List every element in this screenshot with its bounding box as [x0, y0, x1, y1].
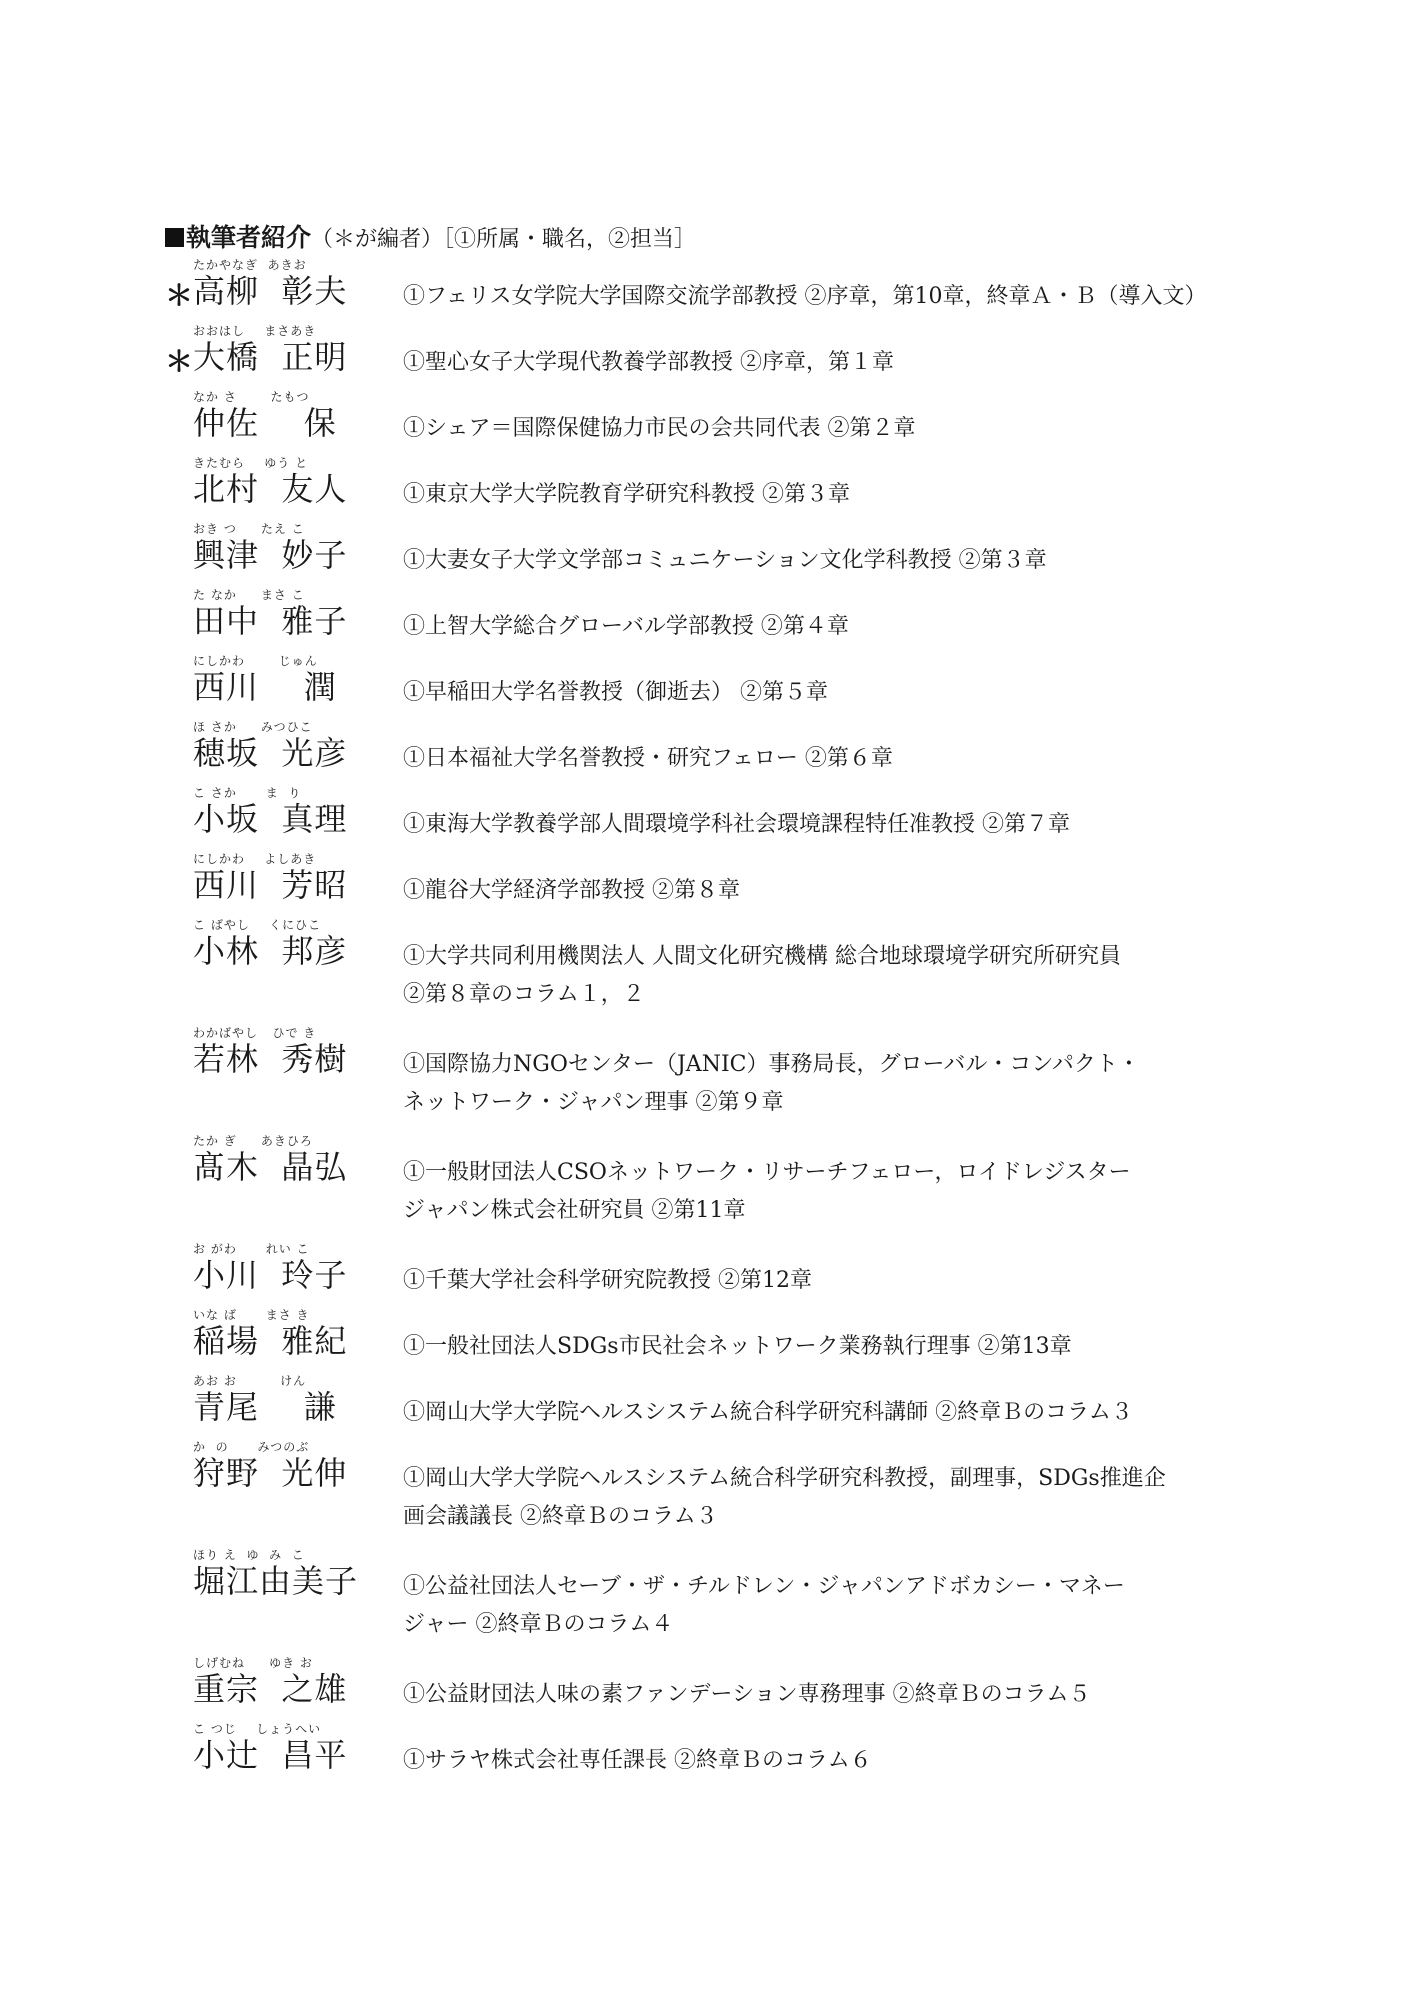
contributor-name-block — [193, 654, 423, 706]
black-square-icon — [165, 228, 184, 247]
description-line: ①大学共同利用機関法人 人間文化研究機構 総合地球環境学研究所研究員 — [403, 944, 1121, 969]
contributor-description — [403, 1328, 1248, 1366]
contributor-description — [403, 410, 1248, 448]
name-reading: きたむら ゆう と — [193, 456, 309, 470]
description-line: ①上智大学総合グローバル学部教授 ②第４章 — [403, 614, 849, 639]
contributor-name: 若林 秀樹 — [193, 1040, 348, 1078]
contributor-entry — [165, 1308, 1245, 1374]
contributor-name-block — [193, 324, 423, 376]
description-line: ①東海大学教養学部人間環境学科社会環境課程特任准教授 ②第７章 — [403, 812, 1070, 837]
contributor-name: 西川 潤 — [193, 668, 337, 706]
contributor-description — [403, 1568, 1248, 1644]
contributor-name: 青尾 謙 — [193, 1388, 337, 1426]
contributor-description — [403, 476, 1248, 514]
contributor-list — [165, 258, 1245, 1788]
contributor-name-block — [193, 1548, 423, 1600]
contributor-name: 北村 友人 — [193, 470, 348, 508]
contributor-description — [403, 344, 1248, 382]
contributor-description — [403, 1154, 1248, 1230]
contributor-name-block — [193, 456, 423, 508]
section-heading — [165, 218, 696, 254]
contributor-name: 興津 妙子 — [193, 536, 348, 574]
contributor-entry — [165, 1374, 1245, 1440]
contributor-entry — [165, 390, 1245, 456]
contributor-name: 小川 玲子 — [193, 1256, 348, 1294]
contributor-entry — [165, 1656, 1245, 1722]
contributor-name: 仲佐 保 — [193, 404, 337, 442]
contributor-entry — [165, 522, 1245, 588]
name-reading: わかばやし ひで き — [193, 1026, 317, 1040]
contributor-name-block — [193, 1026, 423, 1078]
name-reading: こ ばやし くにひこ — [193, 918, 322, 932]
description-line: ジャー ②終章Ｂのコラム４ — [403, 1612, 674, 1637]
contributor-description — [403, 1394, 1248, 1432]
contributor-name: 高柳 彰夫 — [193, 272, 348, 310]
contributor-name: 小林 邦彦 — [193, 932, 348, 970]
description-line: ①一般社団法人SDGs市民社会ネットワーク業務執行理事 ②第13章 — [403, 1334, 1072, 1359]
name-reading: しげむね ゆき お — [193, 1656, 313, 1670]
description-line: ②第８章のコラム１，２ — [403, 982, 645, 1007]
contributor-name: 大橋 正明 — [193, 338, 348, 376]
description-line: ①大妻女子大学文学部コミュニケーション文化学科教授 ②第３章 — [403, 548, 1047, 573]
contributor-entry — [165, 588, 1245, 654]
contributor-entry — [165, 786, 1245, 852]
name-reading: あお お けん — [193, 1374, 307, 1388]
contributor-description — [403, 674, 1248, 712]
contributor-description — [403, 872, 1248, 910]
name-reading: なか さ たもつ — [193, 390, 310, 404]
editor-marker: ＊ — [165, 279, 194, 312]
contributor-description — [403, 1676, 1248, 1714]
description-line: ①一般財団法人CSOネットワーク・リサーチフェロー，ロイドレジスター — [403, 1160, 1131, 1185]
contributor-name-block — [193, 1134, 423, 1186]
contributor-entry — [165, 456, 1245, 522]
contributor-name: 田中 雅子 — [193, 602, 348, 640]
description-line: ①国際協力NGOセンター（JANIC）事務局長，グローバル・コンパクト・ — [403, 1052, 1140, 1077]
heading-note: （＊が編者）［①所属・職名，②担当］ — [311, 227, 697, 252]
contributor-entry — [165, 1440, 1245, 1548]
name-reading: お がわ れい こ — [193, 1242, 310, 1256]
name-reading: にしかわ よしあき — [193, 852, 317, 866]
contributor-description — [403, 608, 1248, 646]
contributor-entry — [165, 1242, 1245, 1308]
contributor-name-block — [193, 390, 423, 442]
contributor-entry — [165, 324, 1245, 390]
name-reading: た なか まさ こ — [193, 588, 305, 602]
name-reading: おき つ たえ こ — [193, 522, 305, 536]
contributor-entry — [165, 654, 1245, 720]
name-reading: たか ぎ あきひろ — [193, 1134, 313, 1148]
name-reading: たかやなぎ あきお — [193, 258, 307, 272]
contributor-entry — [165, 1722, 1245, 1788]
description-line: ①聖心女子大学現代教養学部教授 ②序章，第１章 — [403, 350, 894, 375]
name-reading: こ つじ しょうへい — [193, 1722, 322, 1736]
contributor-entry — [165, 1026, 1245, 1134]
contributor-description — [403, 1460, 1248, 1536]
contributor-name: 西川 芳昭 — [193, 866, 348, 904]
description-line: ①龍谷大学経済学部教授 ②第８章 — [403, 878, 740, 903]
description-line: ネットワーク・ジャパン理事 ②第９章 — [403, 1090, 784, 1115]
description-line: 画会議議長 ②終章Ｂのコラム３ — [403, 1504, 718, 1529]
contributor-entry — [165, 1134, 1245, 1242]
contributor-description — [403, 740, 1248, 778]
description-line: ①フェリス女学院大学国際交流学部教授 ②序章，第10章，終章Ａ・Ｂ（導入文） — [403, 284, 1207, 309]
contributor-name-block — [193, 588, 423, 640]
contributor-name: 稲場 雅紀 — [193, 1322, 348, 1360]
name-reading: か の みつのぶ — [193, 1440, 310, 1454]
description-line: ①公益社団法人セーブ・ザ・チルドレン・ジャパンアドボカシー・マネー — [403, 1574, 1125, 1599]
description-line: ①岡山大学大学院ヘルスシステム統合科学研究科講師 ②終章Ｂのコラム３ — [403, 1400, 1133, 1425]
name-reading: にしかわ じゅん — [193, 654, 318, 668]
contributor-description — [403, 278, 1248, 316]
contributor-name-block — [193, 1656, 423, 1708]
editor-marker: ＊ — [165, 345, 194, 378]
contributor-name: 堀江由美子 — [193, 1562, 359, 1600]
contributor-name-block — [193, 1374, 423, 1426]
name-reading: ほり え ゆ み こ — [193, 1548, 305, 1562]
description-line: ①東京大学大学院教育学研究科教授 ②第３章 — [403, 482, 850, 507]
contributor-name: 小坂 真理 — [193, 800, 348, 838]
contributor-entry — [165, 918, 1245, 1026]
contributor-name-block — [193, 522, 423, 574]
contributor-name: 重宗 之雄 — [193, 1670, 348, 1708]
description-line: ①サラヤ株式会社専任課長 ②終章Ｂのコラム６ — [403, 1748, 872, 1773]
contributor-name-block — [193, 258, 423, 310]
heading-title: 執筆者紹介 — [186, 223, 312, 252]
description-line: ①シェア＝国際保健協力市民の会共同代表 ②第２章 — [403, 416, 916, 441]
contributor-name-block — [193, 918, 423, 970]
name-reading: ほ さか みつひこ — [193, 720, 313, 734]
contributor-description — [403, 1742, 1248, 1780]
contributor-description — [403, 542, 1248, 580]
contributor-name-block — [193, 1722, 423, 1774]
contributor-name-block — [193, 852, 423, 904]
contributor-description — [403, 1262, 1248, 1300]
contributor-description — [403, 938, 1248, 1014]
name-reading: こ さか ま り — [193, 786, 302, 800]
contributor-entry — [165, 720, 1245, 786]
contributor-name: 穂坂 光彦 — [193, 734, 348, 772]
contributor-name: 髙木 晶弘 — [193, 1148, 348, 1186]
contributor-name-block — [193, 1242, 423, 1294]
description-line: ①早稲田大学名誉教授（御逝去） ②第５章 — [403, 680, 828, 705]
contributor-description — [403, 806, 1248, 844]
description-line: ①岡山大学大学院ヘルスシステム統合科学研究科教授，副理事，SDGs推進企 — [403, 1466, 1166, 1491]
name-reading: おおはし まさあき — [193, 324, 317, 338]
name-reading: いな ば まさ き — [193, 1308, 310, 1322]
contributor-entry — [165, 258, 1245, 324]
contributor-name-block — [193, 1440, 423, 1492]
contributor-entry — [165, 1548, 1245, 1656]
contributor-name-block — [193, 786, 423, 838]
contributor-name-block — [193, 1308, 423, 1360]
description-line: ①千葉大学社会科学研究院教授 ②第12章 — [403, 1268, 812, 1293]
contributor-description — [403, 1046, 1248, 1122]
contributor-name: 狩野 光伸 — [193, 1454, 348, 1492]
contributor-name-block — [193, 720, 423, 772]
contributor-entry — [165, 852, 1245, 918]
description-line: ①公益財団法人味の素ファンデーション専務理事 ②終章Ｂのコラム５ — [403, 1682, 1091, 1707]
contributor-name: 小辻 昌平 — [193, 1736, 348, 1774]
description-line: ジャパン株式会社研究員 ②第11章 — [403, 1198, 746, 1223]
description-line: ①日本福祉大学名誉教授・研究フェロー ②第６章 — [403, 746, 893, 771]
